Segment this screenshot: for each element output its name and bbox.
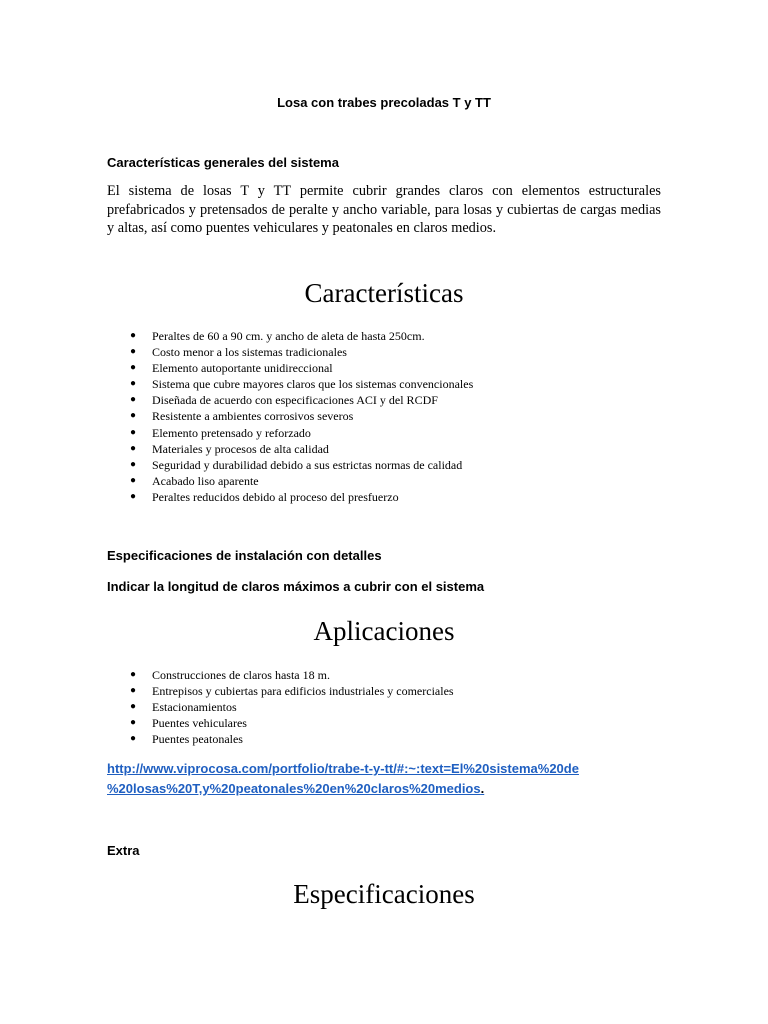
bullet-icon: ● [130, 378, 137, 390]
bullet-icon: ● [130, 733, 137, 745]
bullet-icon: ● [130, 362, 137, 374]
list-item-text: Materiales y procesos de alta calidad [152, 441, 329, 456]
list-item-text: Puentes peatonales [152, 732, 243, 747]
bullet-icon: ● [130, 669, 137, 680]
bullet-icon: ● [130, 442, 137, 454]
list-item [130, 360, 473, 376]
list-item [130, 489, 473, 505]
list-item-text: Acabado liso aparente [152, 473, 259, 488]
aplicaciones-list [130, 667, 454, 747]
list-item [130, 667, 454, 683]
list-item-text: Peraltes de 60 a 90 cm. y ancho de aleta de hasta 250cm. [152, 329, 425, 343]
list-item-text: Elemento autoportante unidireccional [152, 361, 333, 376]
bullet-icon: ● [130, 458, 137, 470]
especificaciones-heading: Especificaciones [293, 879, 475, 909]
source-link[interactable] [107, 761, 579, 776]
bullet-icon: ● [130, 346, 137, 358]
bullet-icon: ● [130, 394, 137, 406]
bullet-icon: ● [130, 330, 137, 341]
list-item [130, 731, 454, 747]
source-link-line-2[interactable]: %20losas%20T,y%20peatonales%20en%20claros%20medios [107, 781, 481, 796]
list-item [130, 683, 454, 699]
list-item-text: Seguridad y durabilidad debido a sus estrictas normas de calidad [152, 457, 463, 472]
list-item [130, 408, 473, 424]
list-item [130, 392, 473, 408]
bullet-icon: ● [130, 426, 137, 438]
list-item [130, 457, 473, 473]
list-item [130, 376, 473, 392]
list-item [130, 328, 473, 344]
link-trailing-period: . [480, 781, 485, 796]
list-item [130, 715, 454, 731]
list-item [130, 441, 473, 457]
list-item-text: Costo menor a los sistemas tradicionales [152, 345, 347, 360]
bullet-icon: ● [130, 490, 137, 502]
bullet-icon: ● [130, 701, 137, 713]
list-item-text: Sistema que cubre mayores claros que los sistemas convencionales [152, 377, 474, 392]
section-heading-caracteristicas-generales: Características generales del sistema [107, 155, 339, 170]
list-item [130, 425, 473, 441]
bullet-icon: ● [130, 717, 137, 729]
document-title: Losa con trabes precoladas T y TT [277, 95, 491, 110]
bullet-icon: ● [130, 474, 137, 486]
list-item-text: Estacionamientos [152, 700, 237, 715]
extra-heading: Extra [107, 843, 140, 858]
list-item [130, 344, 473, 360]
list-item-text: Diseñada de acuerdo con especificaciones ACI y del RCDF [152, 393, 438, 408]
caracteristicas-heading: Características [304, 278, 464, 308]
list-item [130, 699, 454, 715]
list-item [130, 473, 473, 489]
list-item-text: Peraltes reducidos debido al proceso del presfuerzo [152, 489, 399, 504]
source-link-line-1[interactable]: http://www.viprocosa.com/portfolio/trabe-t-y-tt/#:~:text=El%20sistema%20de [107, 761, 579, 776]
list-item-text: Resistente a ambientes corrosivos severos [152, 409, 354, 424]
aplicaciones-heading: Aplicaciones [313, 616, 455, 646]
intro-paragraph: El sistema de losas T y TT permite cubrir grandes claros con elementos estructurales prefabricados y pretensados de peralte y ancho variable, para losas y cubiertas de cargas medias y altas, así como puentes vehiculares y peatonales en claros medios. [107, 183, 661, 236]
bullet-icon: ● [130, 685, 137, 697]
list-item-text: Construcciones de claros hasta 18 m. [152, 668, 330, 682]
list-item-text: Puentes vehiculares [152, 716, 247, 731]
list-item-text: Elemento pretensado y reforzado [152, 425, 311, 440]
section-heading-claros-maximos: Indicar la longitud de claros máximos a cubrir con el sistema [107, 579, 485, 594]
caracteristicas-list [130, 328, 473, 505]
bullet-icon: ● [130, 410, 137, 422]
list-item-text: Entrepisos y cubiertas para edificios industriales y comerciales [152, 684, 454, 699]
source-link-continued[interactable] [107, 781, 484, 796]
section-heading-especificaciones-instalacion: Especificaciones de instalación con detalles [107, 548, 382, 563]
